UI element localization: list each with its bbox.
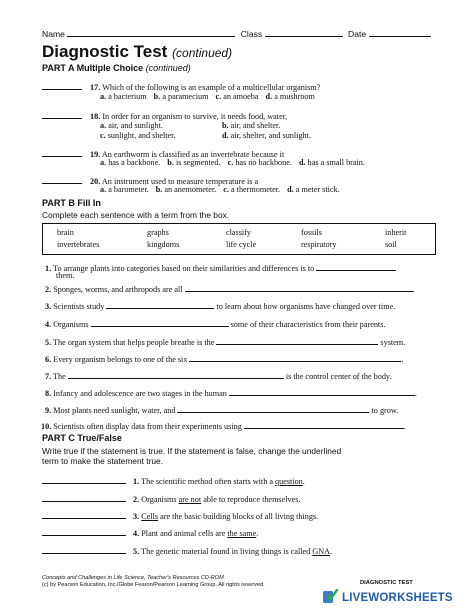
- part-a-note: (continued): [145, 63, 191, 73]
- fill-in-8: [45, 386, 417, 398]
- item-number: 2.: [133, 495, 140, 504]
- choice-text: sunlight, and shelter.: [107, 131, 176, 140]
- item-text: Every organism belongs to one of the six: [53, 355, 188, 364]
- choice-letter: a.: [100, 158, 107, 167]
- answer-blank[interactable]: [42, 544, 126, 554]
- question-19-choices: [100, 158, 365, 167]
- footer-source: Concepts and Challenges in Life Science, Teacher's Resources CD-ROM: [42, 575, 224, 581]
- word-box-term: fossils: [301, 228, 322, 237]
- part-b-heading: PART B Fill In: [42, 198, 101, 208]
- choice-letter: d.: [287, 185, 294, 194]
- item-number: 5.: [45, 338, 52, 347]
- choice-text: a mushroom: [274, 92, 315, 101]
- item-text-end: able to reproduce themselves.: [201, 495, 301, 504]
- choice-letter: c.: [215, 92, 222, 101]
- choice-letter: b.: [222, 121, 229, 130]
- fill-in-blank[interactable]: [244, 419, 404, 429]
- item-text-end: .: [403, 422, 406, 431]
- fill-in-6: [45, 352, 404, 364]
- choice-text: a bacterium: [108, 92, 147, 101]
- item-text: The organ system that helps people breathe is the: [53, 338, 215, 347]
- question-number: 20.: [90, 177, 101, 186]
- item-number: 5.: [133, 547, 140, 556]
- choice-text: a paramecium: [162, 92, 209, 101]
- question-number: 18.: [90, 112, 101, 121]
- true-false-1: [42, 474, 305, 486]
- answer-blank[interactable]: [42, 174, 82, 184]
- answer-blank[interactable]: [42, 147, 82, 157]
- question-20-choices: [100, 185, 340, 194]
- item-text-end: .: [302, 477, 305, 486]
- word-box-term: classify: [226, 228, 252, 237]
- fill-in-7: [45, 369, 392, 381]
- item-number: 2.: [45, 285, 52, 294]
- choice-text: a thermometer.: [230, 185, 281, 194]
- liveworksheets-icon: [323, 589, 339, 603]
- question-18-choices-row1b: [222, 121, 280, 130]
- fill-in-4: [45, 317, 385, 329]
- class-label: Class: [240, 29, 263, 39]
- choice-letter: b.: [155, 185, 163, 194]
- page-title: [42, 42, 232, 62]
- part-c-heading: PART C True/False: [42, 433, 122, 443]
- liveworksheets-logo[interactable]: [323, 589, 453, 604]
- word-box-term: graphs: [147, 228, 169, 237]
- header-row: [42, 27, 462, 39]
- fill-in-3: [45, 299, 395, 311]
- item-number: 1.: [45, 264, 52, 273]
- choice-text: has no backbone.: [235, 158, 292, 167]
- name-field[interactable]: [67, 27, 235, 37]
- question-text: In order for an organism to survive, it needs food, water,: [102, 112, 288, 121]
- fill-in-9: [45, 403, 398, 415]
- title-sub: (continued): [172, 46, 233, 60]
- date-field[interactable]: [369, 27, 431, 37]
- item-text: To arrange plants into categories based on their similarities and differences is to: [53, 264, 315, 273]
- answer-blank[interactable]: [42, 474, 126, 484]
- item-text-end: .: [401, 355, 404, 364]
- word-box-term: brain: [57, 228, 74, 237]
- answer-blank[interactable]: [42, 80, 82, 90]
- choice-letter: d.: [222, 131, 229, 140]
- word-box: [42, 223, 436, 255]
- item-text-end: are the basic building blocks of all living things.: [158, 512, 319, 521]
- word-box-term: respiratory: [301, 240, 337, 249]
- item-number: 6.: [45, 355, 52, 364]
- fill-in-blank[interactable]: [91, 317, 229, 327]
- fill-in-1-cont: them.: [56, 271, 75, 280]
- answer-blank[interactable]: [42, 509, 126, 519]
- item-text: Scientists often display data from their experiments using: [53, 422, 242, 431]
- fill-in-blank[interactable]: [68, 369, 284, 379]
- question-text: An earthworm is classified as an invertebrate because it: [101, 150, 285, 159]
- choice-letter: b.: [167, 158, 174, 167]
- choice-text: an anemometer.: [164, 185, 217, 194]
- item-text: Organisms: [141, 495, 179, 504]
- choice-text: has a small brain.: [307, 158, 365, 167]
- liveworksheets-text: LIVEWORKSHEETS: [342, 592, 453, 604]
- item-text: Scientists study: [53, 302, 105, 311]
- item-text-end: .: [256, 529, 259, 538]
- choice-letter: b.: [153, 92, 161, 101]
- choice-text: has a backbone.: [108, 158, 161, 167]
- fill-in-2: [45, 282, 415, 294]
- item-number: 3.: [133, 512, 140, 521]
- item-text-end: .: [330, 547, 333, 556]
- underlined-term: are not: [178, 495, 202, 504]
- question-18-choices-row2b: [222, 131, 311, 140]
- choice-text: a barometer.: [108, 185, 149, 194]
- item-text-end: to grow.: [371, 406, 399, 415]
- item-text-end: .: [412, 285, 415, 294]
- item-number: 8.: [45, 389, 52, 398]
- choice-letter: a.: [100, 92, 107, 101]
- fill-in-10: [41, 419, 406, 431]
- item-text: Sponges, worms, and arthropods are all: [53, 285, 183, 294]
- choice-text: is segmented.: [175, 158, 221, 167]
- answer-blank[interactable]: [42, 109, 82, 119]
- item-number: 1.: [133, 477, 140, 486]
- item-number: 4.: [133, 529, 140, 538]
- choice-text: air, shelter, and sunlight.: [230, 131, 311, 140]
- word-box-term: invertebrates: [57, 240, 100, 249]
- fill-in-blank[interactable]: [106, 299, 214, 309]
- item-number: 7.: [45, 372, 52, 381]
- item-text-end: .: [414, 389, 417, 398]
- choice-letter: a.: [100, 185, 107, 194]
- item-text: The genetic material found in living things is called: [141, 547, 313, 556]
- underlined-term: question: [275, 477, 303, 486]
- footer-test-label: DIAGNOSTIC TEST: [360, 580, 413, 586]
- fill-in-1: [45, 261, 396, 273]
- fill-in-blank[interactable]: [229, 386, 415, 396]
- word-box-term: kingdoms: [147, 240, 180, 249]
- item-text: Most plants need sunlight, water, and: [53, 406, 176, 415]
- fill-in-blank[interactable]: [177, 403, 369, 413]
- true-false-4: [42, 526, 258, 538]
- question-number: 17.: [90, 83, 101, 92]
- question-18-choices-row1: [100, 121, 163, 130]
- item-number: 3.: [45, 302, 52, 311]
- true-false-5: [42, 544, 332, 556]
- item-text: Plant and animal cells are: [141, 529, 228, 538]
- item-number: 4.: [45, 320, 52, 329]
- title-main: Diagnostic Test: [42, 42, 168, 61]
- word-box-term: life cycle: [226, 240, 257, 249]
- underlined-term: Cells: [141, 512, 159, 521]
- item-text: The: [53, 372, 66, 381]
- item-text-end: is the control center of the body.: [285, 372, 392, 381]
- part-b-instruction: Complete each sentence with a term from the box.: [42, 210, 230, 220]
- item-text-end: system.: [380, 338, 406, 347]
- name-label: Name: [42, 29, 65, 39]
- date-label: Date: [348, 29, 367, 39]
- true-false-3: [42, 509, 318, 521]
- word-box-term: soil: [385, 240, 397, 249]
- item-text-end: to learn about how organisms have changed over time.: [216, 302, 396, 311]
- item-text: Infancy and adolescence are two stages in the human: [53, 389, 227, 398]
- true-false-2: [42, 492, 301, 504]
- item-text-end: some of their characteristics from their parents.: [230, 320, 386, 329]
- choice-letter: c.: [227, 158, 234, 167]
- item-number: 9.: [45, 406, 52, 415]
- choice-letter: c.: [223, 185, 229, 194]
- footer-copyright: (c) by Pearson Education, Inc./Globe Fearon/Pearson Learning Group. All rights reserved.: [42, 582, 265, 588]
- item-text: Organisms: [53, 320, 89, 329]
- fill-in-blank[interactable]: [185, 282, 413, 292]
- question-17-choices: [100, 92, 315, 101]
- question-text: An instrument used to measure temperature is a: [101, 177, 259, 186]
- item-number: 10.: [41, 422, 52, 431]
- choice-text: an amoeba: [223, 92, 259, 101]
- item-text: The scientific method often starts with a: [141, 477, 276, 486]
- choice-text: air, and sunlight.: [108, 121, 163, 130]
- choice-text: air, and shelter.: [230, 121, 281, 130]
- answer-blank[interactable]: [42, 526, 126, 536]
- question-18-choices-row2: [100, 131, 176, 140]
- class-field[interactable]: [265, 27, 343, 37]
- part-c-instruction-2: term to make the statement true.: [42, 456, 164, 466]
- choice-letter: d.: [265, 92, 273, 101]
- choice-letter: a.: [100, 121, 107, 130]
- choice-text: a meter stick.: [295, 185, 340, 194]
- answer-blank[interactable]: [42, 492, 126, 502]
- question-number: 19.: [90, 150, 101, 159]
- fill-in-blank[interactable]: [189, 352, 404, 364]
- underlined-term: the same: [227, 529, 257, 538]
- underlined-term: GNA: [312, 547, 331, 556]
- choice-letter: d.: [298, 158, 306, 167]
- question-text: Which of the following is an example of a multicellular organism?: [102, 83, 321, 92]
- part-a-heading: [42, 63, 191, 73]
- part-c-instruction-1: Write true if the statement is true. If the statement is false, change the underlined: [42, 446, 342, 456]
- choice-letter: c.: [100, 131, 106, 140]
- word-box-term: inherit: [385, 228, 407, 237]
- fill-in-blank[interactable]: [316, 261, 396, 271]
- fill-in-5: [45, 335, 405, 347]
- part-a-label: PART A Multiple Choice: [42, 63, 144, 73]
- fill-in-blank[interactable]: [216, 335, 378, 345]
